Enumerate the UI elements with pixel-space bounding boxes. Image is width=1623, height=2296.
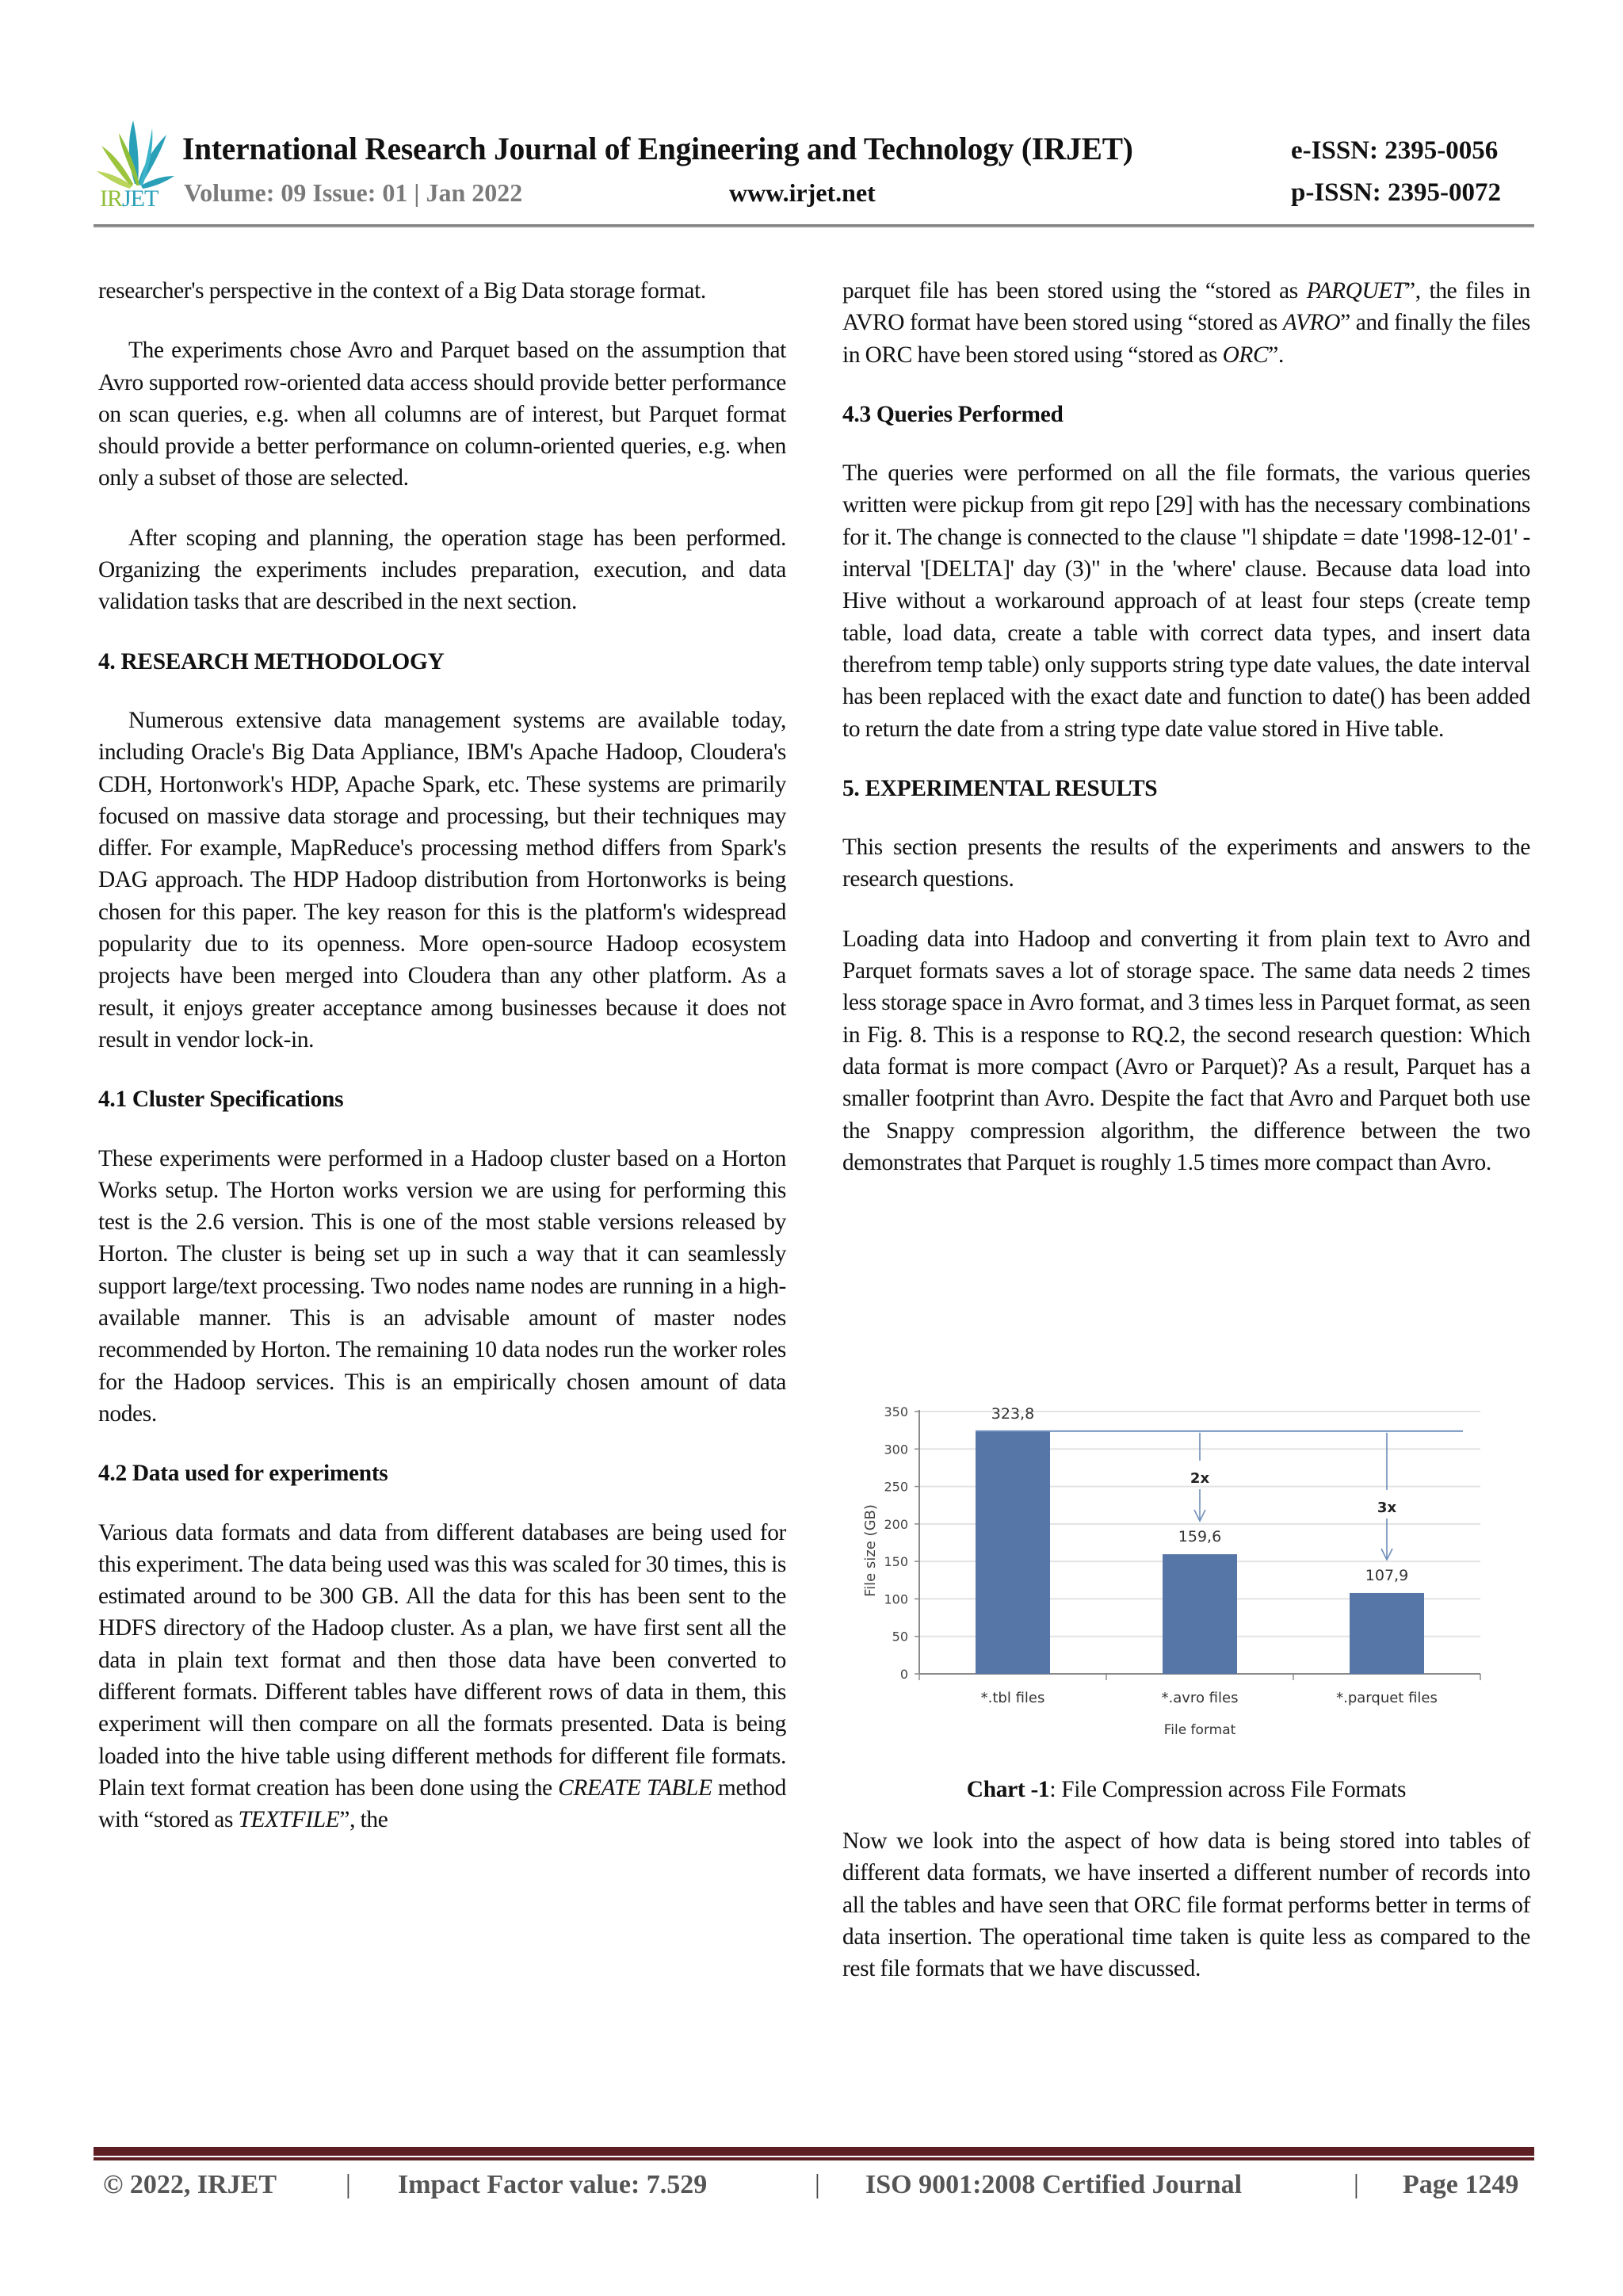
paragraph-storage-formats — [842, 275, 1530, 371]
pissn: p-ISSN: 2395-0072 — [1291, 178, 1501, 207]
parquet-annotation: 3x — [1377, 1499, 1397, 1516]
page-footer — [103, 2170, 1529, 2202]
logo-wordmark — [100, 185, 158, 212]
header-divider — [94, 224, 1534, 227]
x-category-label: *.parquet files — [1336, 1690, 1438, 1706]
footer-separator: | — [1354, 2170, 1359, 2199]
y-tick-label: 0 — [899, 1667, 908, 1682]
y-tick-label: 350 — [884, 1404, 908, 1419]
footer-separator: | — [815, 2170, 820, 2199]
paragraph-continued: researcher's perspective in the context of a Big Data storage format. — [98, 278, 706, 304]
section-5-heading: 5. EXPERIMENTAL RESULTS — [842, 775, 1158, 801]
footer-copyright: © 2022, IRJET — [103, 2170, 277, 2199]
y-tick-label: 50 — [892, 1629, 908, 1645]
left-column — [98, 275, 786, 1836]
section-4-paragraph: Numerous extensive data management systems are available today, including Oracle's Big Data Appliance, IBM's Apache Hadoop, Cloudera's CDH, Hortonwork's HDP, Apache Spark, etc. These systems are primarily focused on massive data storage and processing, but their techniques may differ. For example, MapReduce's processing method differs from Spark's DAG approach. The HDP Hadoop distribution from Hortonworks is being chosen for this paper. The key reason for this is the platform's widespread popularity due to its openness. More open-source Hadoop ecosystem projects have been merged into Cloudera than any other platform. As a result, it enjoys greater acceptance among businesses because it does not result in vendor lock-in. — [98, 707, 786, 1052]
section-4-2-heading: 4.2 Data used for experiments — [98, 1461, 388, 1487]
y-tick-label: 300 — [884, 1442, 908, 1457]
y-axis-title: File size (GB) — [862, 1504, 879, 1597]
logo-text-jet: JET — [122, 185, 158, 212]
bar-value-label: 323,8 — [991, 1404, 1035, 1423]
bar-2 — [1350, 1593, 1424, 1674]
y-tick-label: 250 — [884, 1479, 908, 1495]
eissn: e-ISSN: 2395-0056 — [1291, 136, 1499, 165]
section-5-intro: This section presents the results of the experiments and answers to the research questions. — [842, 835, 1530, 892]
page-header — [0, 0, 1623, 238]
code-avro: AVRO — [1282, 310, 1341, 336]
section-4-3-paragraph: The queries were performed on all the file formats, the various queries written were pickup from git repo [29] with has the necessary combinations for it. The change is connected to the clause "l shipdate = date '1998-12-01' - interval '[DELTA]' day (3)" in the 'where' clause. Because data load into Hive without a workaround approach of at least four steps (create temp table, load data, create a table with correct data types, and insert data therefrom temp table) only supports string type date values, the date interval has been replaced with the exact date and function to date() has been added to return the date from a string type date value stored in Hive table. — [842, 460, 1530, 742]
chart-caption-text: : File Compression across File Formats — [1049, 1777, 1407, 1802]
y-tick-label: 200 — [884, 1516, 908, 1532]
section-4-heading: 4. RESEARCH METHODOLOGY — [98, 648, 445, 674]
section-4-2-paragraph — [98, 1517, 786, 1836]
paragraph-experiments: The experiments chose Avro and Parquet based on the assumption that Avro supported row-oriented data access should provide better performance on scan queries, e.g. when all columns are of interest, but Parquet format should provide a better performance on column-oriented queries, e.g. when only a subset of those are selected. — [98, 338, 786, 491]
footer-bar — [94, 2147, 1534, 2156]
journal-website-link[interactable]: www.irjet.net — [729, 178, 876, 207]
bar-value-label: 107,9 — [1365, 1566, 1409, 1584]
footer-separator: | — [346, 2170, 351, 2199]
code-orc: ORC — [1222, 342, 1269, 368]
x-category-label: *.avro files — [1161, 1690, 1239, 1706]
right-column — [842, 275, 1530, 1179]
section-5-paragraph: Loading data into Hadoop and converting it from plain text to Avro and Parquet formats saves a lot of storage space. The same data needs 2 times less storage space in Avro format, and 3 times less in Parquet format, as seen in Fig. 8. This is a response to RQ.2, the second research question: Which data format is more compact (Avro or Parquet)? As a result, Parquet has a smaller footprint than Avro. Despite the fact that Avro and Parquet both use the Snappy compression algorithm, the difference between the two demonstrates that Parquet is roughly 1.5 times more compact than Avro. — [842, 926, 1530, 1175]
chart-caption-label: Chart -1 — [966, 1777, 1050, 1802]
footer-impact-factor: Impact Factor value: 7.529 — [398, 2170, 708, 2199]
section-4-1-heading: 4.1 Cluster Specifications — [98, 1087, 344, 1113]
text: ” and finally the files in ORC have been stored using “stored as — [842, 310, 1530, 368]
leaf-fan-logo-icon — [97, 117, 176, 189]
bar-1 — [1163, 1554, 1237, 1674]
journal-title: International Research Journal of Engineering and Technology (IRJET) — [182, 131, 1133, 166]
section-4-2-text-mid: method with “stored as — [98, 1775, 786, 1833]
x-category-label: *.tbl files — [980, 1690, 1045, 1706]
bar-chart-canvas — [856, 1395, 1490, 1752]
x-axis-title: File format — [1163, 1722, 1236, 1738]
code-parquet: PARQUET — [1306, 278, 1406, 304]
y-tick-label: 150 — [884, 1554, 908, 1570]
closing-paragraph: Now we look into the aspect of how data is being stored into tables of different data formats, we have inserted a different number of records into all the tables and have seen that ORC file format performs better in terms of data insertion. The operational time taken is quite less as compared to the rest file formats that we have discussed. — [842, 1828, 1530, 1982]
text: ”, the files in AVRO format have been stored using “stored as — [842, 278, 1530, 336]
logo-text-ir: IR — [100, 185, 122, 212]
footer-page-number: Page 1249 — [1403, 2170, 1519, 2199]
footer-bar-thin — [94, 2157, 1534, 2160]
section-4-1-paragraph: These experiments were performed in a Hadoop cluster based on a Horton Works setup. The Horton works version we are using for performing this test is the 2.6 version. This is one of the most stable versions released by Horton. The cluster is being set up in such a way that it can seamlessly support large/text processing. Two nodes name nodes are running in a high-available manner. This is an advisable amount of master nodes recommended by Horton. The remaining 10 data nodes run the worker roles for the Hadoop services. This is an empirically chosen amount of data nodes. — [98, 1145, 786, 1427]
irjet-logo — [94, 117, 181, 212]
avro-annotation: 2x — [1190, 1470, 1210, 1487]
volume-issue: Volume: 09 Issue: 01 | Jan 2022 — [184, 178, 523, 207]
paragraph-scoping: After scoping and planning, the operation stage has been performed. Organizing the experiments includes preparation, execution, and data validation tasks that are described in the next section. — [98, 525, 786, 615]
section-4-3-heading: 4.3 Queries Performed — [842, 401, 1064, 427]
bar-0 — [976, 1431, 1050, 1674]
bar-value-label: 159,6 — [1178, 1528, 1222, 1546]
section-4-2-text-end: ”, the — [339, 1807, 388, 1833]
right-column-lower — [842, 1825, 1530, 1985]
code-textfile: TEXTFILE — [238, 1807, 340, 1833]
y-tick-label: 100 — [884, 1591, 908, 1607]
text: ”. — [1268, 342, 1284, 368]
section-4-2-text: Various data formats and data from different databases are being used for this experiment. The data being used was this was scaled for 30 times, this is estimated around to be 300 GB. All the data for this has been sent to the HDFS directory of the Hadoop cluster. As a plan, we have first sent all the data in plain text format and then those data have been converted to different formats. Different tables have different rows of data in them, this experiment will then compare on all the formats presented. Data is being loaded into the hive table using different methods for different file formats. Plain text format creation has been done using the — [98, 1519, 786, 1801]
text: parquet file has been stored using the “stored as — [842, 278, 1307, 304]
chart-caption — [842, 1777, 1530, 1803]
file-size-bar-chart — [856, 1395, 1490, 1752]
footer-iso: ISO 9001:2008 Certified Journal — [865, 2170, 1243, 2199]
code-create-table: CREATE TABLE — [558, 1775, 712, 1801]
